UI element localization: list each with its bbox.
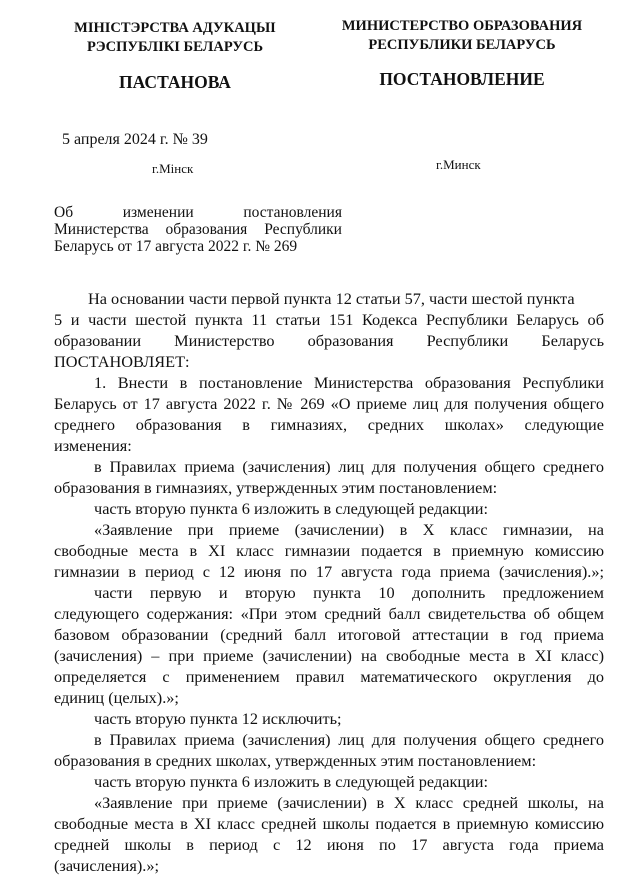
right-ministry-line2: РЕСПУБЛИКИ БЕЛАРУСЬ — [368, 37, 556, 53]
left-ministry-line1: МІНІСТЭРСТВА АДУКАЦЫІ — [74, 20, 276, 36]
body-line: свободные места в XI класс гимназии подается в приемную комиссию — [54, 541, 604, 560]
subject-word: Об — [54, 204, 74, 221]
body-line: «Заявление при приеме (зачислении) в X класс гимназии, на — [94, 520, 604, 539]
body-line: определяется с применением правил математического округления до — [54, 667, 604, 686]
document-date-number: 5 апреля 2024 г. № 39 — [62, 131, 208, 148]
body-line: часть вторую пункта 12 исключить; — [94, 709, 342, 728]
body-line: образовании Министерство образования Республики Беларусь — [54, 331, 604, 350]
body-line: часть вторую пункта 6 изложить в следующей редакции: — [94, 772, 489, 791]
subject-word: Министерства — [54, 221, 149, 238]
body-line: часть вторую пункта 6 изложить в следующей редакции: — [94, 499, 489, 518]
body-line: (зачисления) – при приеме (зачислении) на свободные места в XI класс) — [54, 646, 604, 665]
body-line: На основании части первой пункта 12 статьи 57, части шестой пункта — [88, 289, 575, 308]
left-ministry-line2: РЭСПУБЛІКІ БЕЛАРУСЬ — [86, 39, 264, 55]
subject-word: Республики — [264, 221, 342, 238]
body-line: в Правилах приема (зачисления) лиц для получения общего среднего — [94, 457, 604, 476]
body-line: Беларусь от 17 августа 2022 г. № 269 «О приеме лиц для получения общего — [54, 394, 604, 413]
right-city: г.Минск — [436, 157, 481, 172]
subject-line3: Беларусь от 17 августа 2022 г. № 269 — [54, 238, 298, 255]
subject-word: образования — [165, 221, 248, 238]
body-line: свободные места в XI класс средней школы подается в приемную комиссию — [54, 814, 604, 833]
body-line: образования в средних школах, утвержденных этим постановлением: — [54, 751, 537, 770]
body-line: (зачисления).»; — [54, 856, 159, 875]
body-line: единиц (целых).»; — [54, 688, 179, 707]
left-document-type: ПАСТАНОВА — [119, 72, 231, 92]
body-line: среднего образования в гимназиях, средних школах» следующие — [54, 415, 604, 434]
body-line: следующего содержания: «При этом средний балл свидетельства об общем — [54, 604, 604, 623]
right-ministry-line1: МИНИСТЕРСТВО ОБРАЗОВАНИЯ — [341, 18, 583, 34]
subject-word: изменении — [122, 204, 194, 221]
body-line: базовом образовании (средний балл итоговой аттестации в год приема — [54, 625, 604, 644]
body-line: части первую и вторую пункта 10 дополнить предложением — [94, 583, 604, 602]
body-line: изменения: — [54, 436, 132, 455]
body-line: «Заявление при приеме (зачислении) в X класс средней школы, на — [94, 793, 604, 812]
subject-word: постановления — [243, 204, 342, 221]
right-document-type: ПОСТАНОВЛЕНИЕ — [379, 69, 545, 89]
body-line: 5 и части шестой пункта 11 статьи 151 Кодекса Республики Беларусь об — [54, 310, 604, 329]
body-line: гимназии в период с 12 июня по 17 августа года приема (зачисления).»; — [54, 562, 604, 581]
body-line: в Правилах приема (зачисления) лиц для получения общего среднего — [94, 730, 604, 749]
body-line: 1. Внести в постановление Министерства образования Республики — [94, 373, 604, 392]
body-line: образования в гимназиях, утвержденных этим постановлением: — [54, 478, 498, 497]
body-line: ПОСТАНОВЛЯЕТ: — [54, 352, 190, 371]
left-city: г.Мінск — [152, 161, 194, 176]
body-line: средней школы в период с 12 июня по 17 августа года приема — [54, 835, 604, 854]
